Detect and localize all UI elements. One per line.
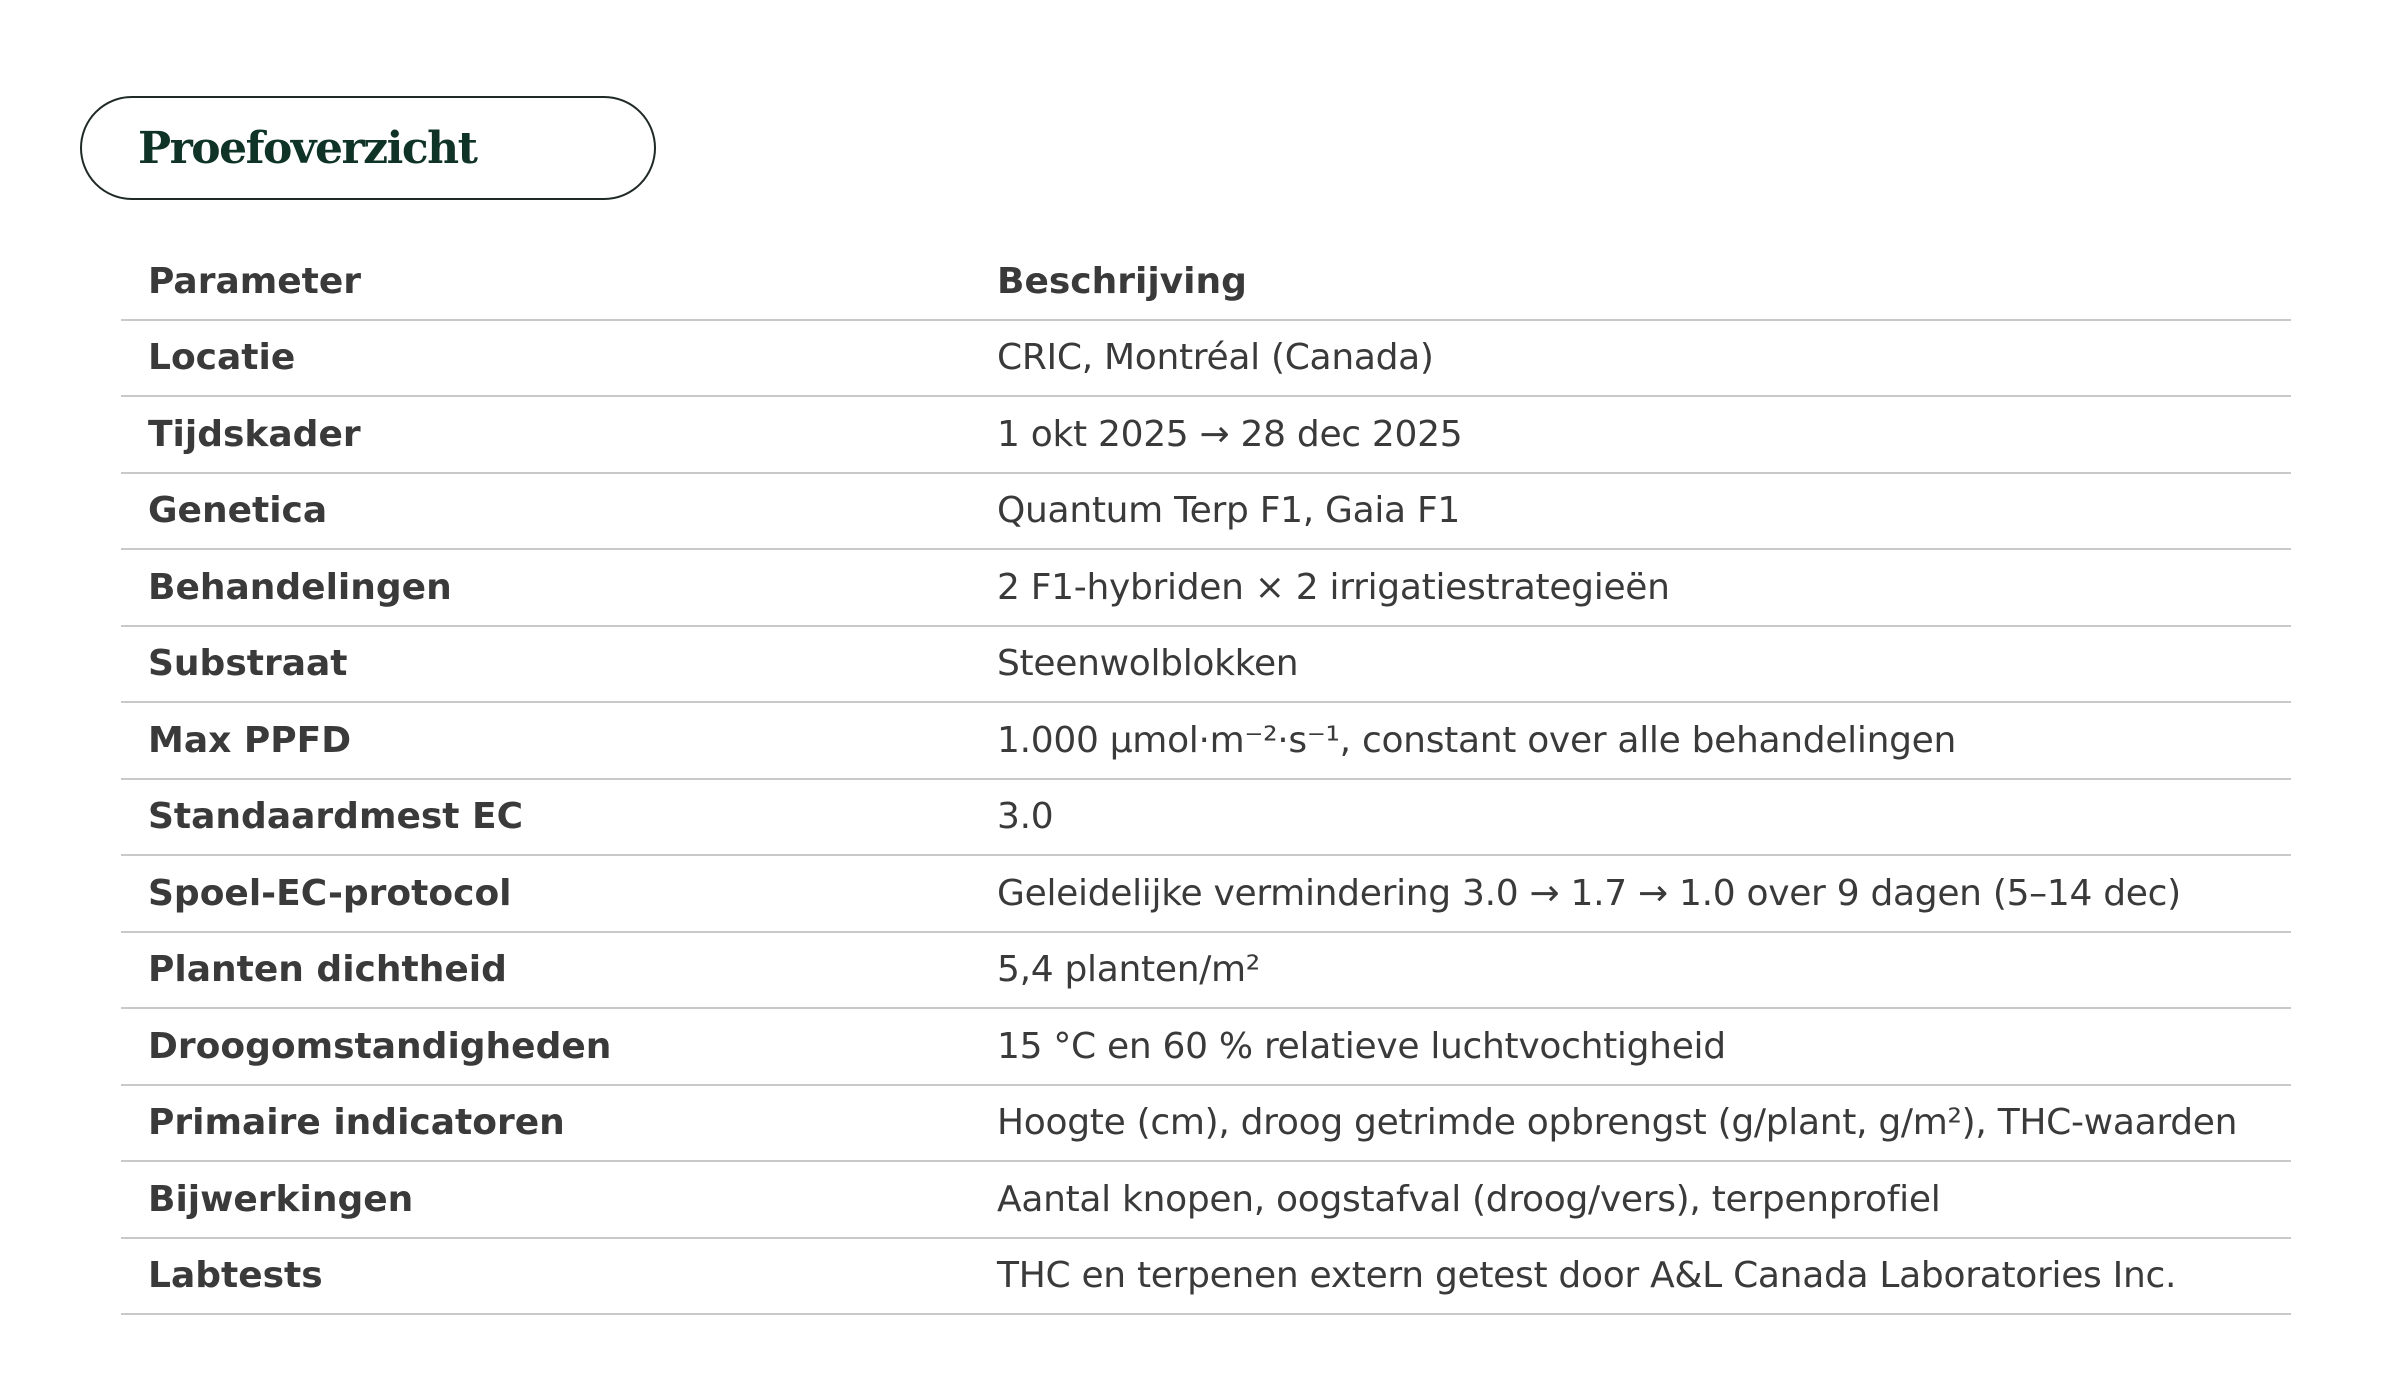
table-row [121, 933, 2291, 1010]
trial-overview-table [121, 244, 2291, 1315]
table-row [121, 627, 2291, 704]
column-header-parameter: Parameter [148, 260, 362, 302]
description-cell: Steenwolblokken [997, 643, 1299, 685]
description-cell: 3.0 [997, 796, 1054, 838]
description-cell: CRIC, Montréal (Canada) [997, 337, 1434, 379]
table-row [121, 550, 2291, 627]
table-row [121, 1162, 2291, 1239]
description-cell: 1.000 µmol·m⁻²·s⁻¹, constant over alle behandelingen [997, 719, 1957, 761]
page-title-pill [80, 96, 656, 200]
table-row [121, 1009, 2291, 1086]
parameter-cell: Droogomstandigheden [148, 1025, 612, 1067]
parameter-cell: Behandelingen [148, 566, 452, 608]
description-cell: 5,4 planten/m² [997, 949, 1260, 991]
description-cell: THC en terpenen extern getest door A&L Canada Laboratories Inc. [997, 1255, 2177, 1297]
table-header-row [121, 244, 2291, 321]
parameter-cell: Planten dichtheid [148, 949, 507, 991]
description-cell: Aantal knopen, oogstafval (droog/vers), terpenprofiel [997, 1178, 1941, 1220]
column-header-description: Beschrijving [997, 260, 1247, 302]
parameter-cell: Spoel-EC-protocol [148, 872, 512, 914]
table-row [121, 856, 2291, 933]
table-row [121, 474, 2291, 551]
parameter-cell: Genetica [148, 490, 328, 532]
table-row [121, 397, 2291, 474]
description-cell: 1 okt 2025 → 28 dec 2025 [997, 413, 1463, 455]
parameter-cell: Primaire indicatoren [148, 1102, 565, 1144]
parameter-cell: Bijwerkingen [148, 1178, 414, 1220]
description-cell: Quantum Terp F1, Gaia F1 [997, 490, 1460, 532]
table-row [121, 1239, 2291, 1316]
description-cell: Geleidelijke vermindering 3.0 → 1.7 → 1.0 over 9 dagen (5–14 dec) [997, 872, 2181, 914]
description-cell: 2 F1-hybriden × 2 irrigatiestrategieën [997, 566, 1670, 608]
description-cell: 15 °C en 60 % relatieve luchtvochtigheid [997, 1025, 1726, 1067]
parameter-cell: Substraat [148, 643, 348, 685]
description-cell: Hoogte (cm), droog getrimde opbrengst (g/plant, g/m²), THC-waarden [997, 1102, 2238, 1144]
table-row [121, 780, 2291, 857]
table-row [121, 1086, 2291, 1163]
parameter-cell: Locatie [148, 337, 296, 379]
parameter-cell: Tijdskader [148, 413, 361, 455]
table-body [121, 321, 2291, 1316]
table-row [121, 321, 2291, 398]
parameter-cell: Labtests [148, 1255, 323, 1297]
page-title: Proefoverzicht [138, 122, 477, 174]
table-row [121, 703, 2291, 780]
parameter-cell: Max PPFD [148, 719, 352, 761]
parameter-cell: Standaardmest EC [148, 796, 524, 838]
